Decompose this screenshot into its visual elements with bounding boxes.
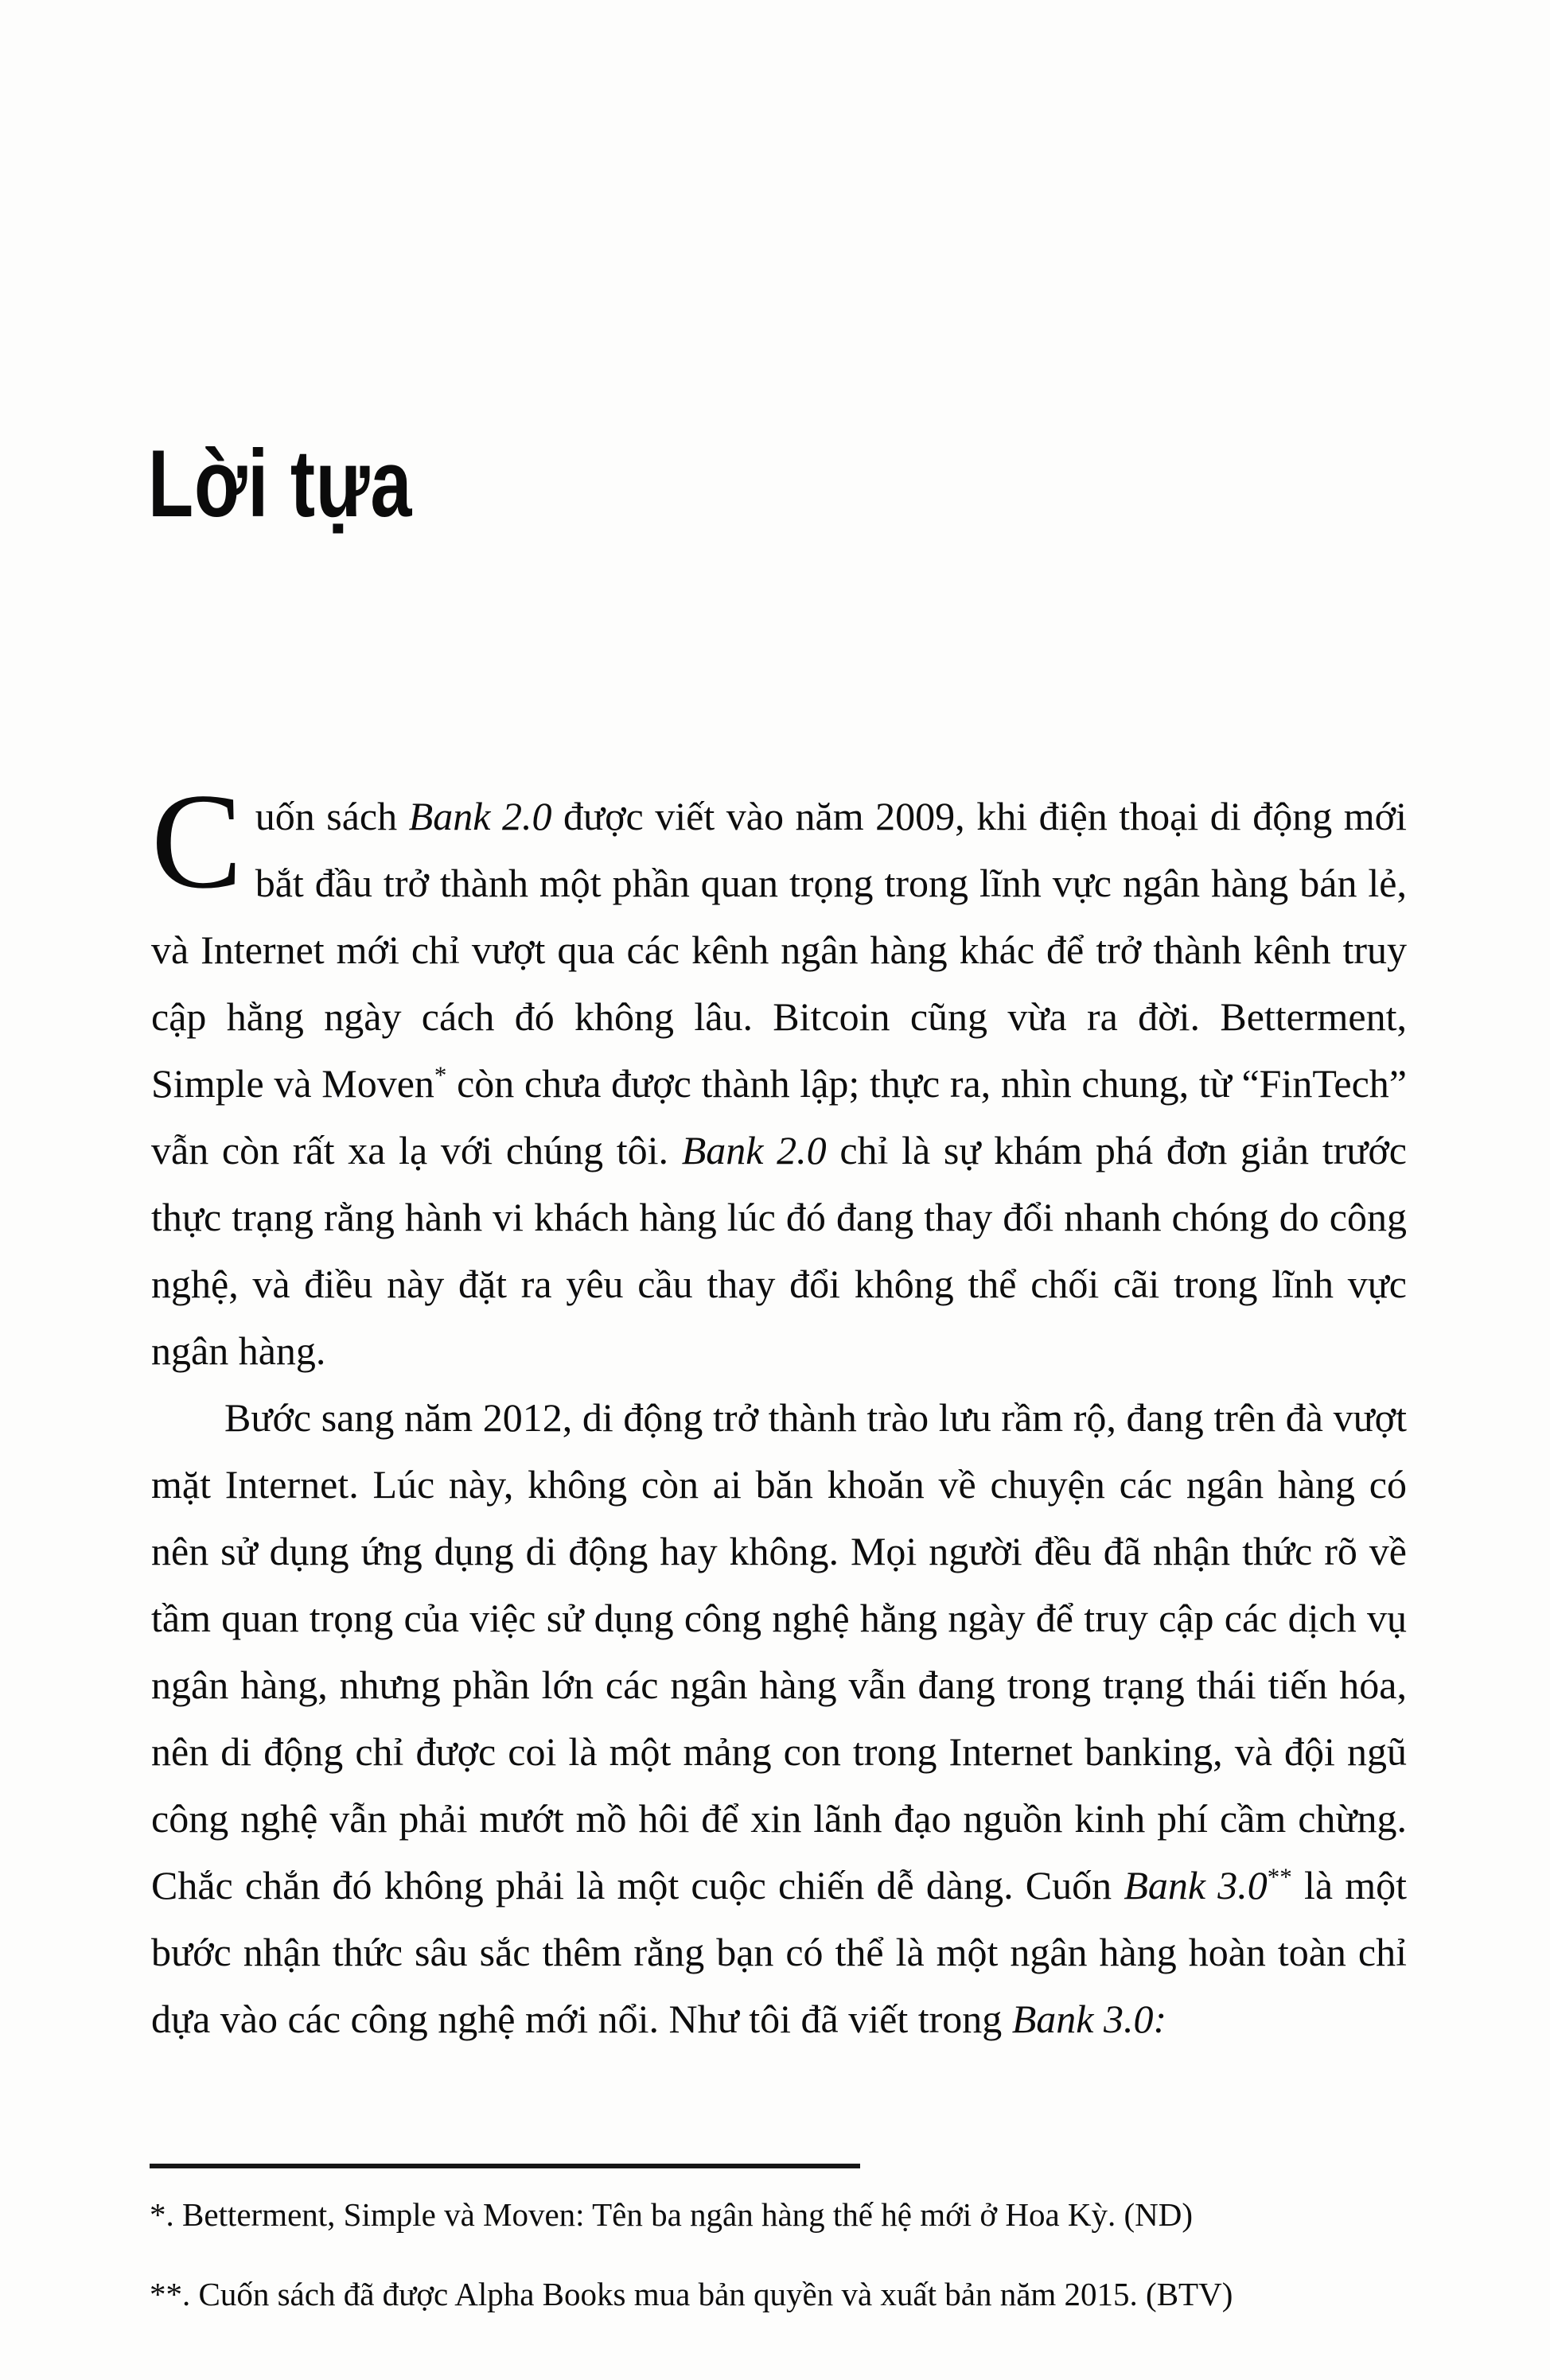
italic-text: Bank 2.0 xyxy=(681,1128,827,1172)
italic-text: Bank 2.0 xyxy=(408,794,552,838)
text-run: còn chưa được thành lập; thực ra, nhìn chung, từ “FinTech” vẫn còn rất xa lạ với chúng tôi. xyxy=(151,1061,1407,1172)
text-run: được viết vào năm 2009, khi điện thoại di động mới bắt đầu trở thành một phần quan trọng trong lĩnh vực ngân hàng bán lẻ, và Internet mới chỉ vượt qua các kênh ngân hàng khác để trở thành kênh truy cập hằng ngày cách đó không lâu. Bitcoin cũng vừa ra đời. Betterment, Simple và Moven xyxy=(151,794,1407,1106)
text-run: là một bước nhận thức sâu sắc thêm rằng bạn có thể là một ngân hàng hoàn toàn chỉ dựa vào các công nghệ mới nổi. Như tôi đã viết trong xyxy=(151,1863,1408,2041)
footnote-marker: * xyxy=(434,1060,447,1089)
footnotes xyxy=(150,2192,1439,2351)
body-text xyxy=(151,766,1408,2052)
footnote xyxy=(150,2192,1439,2237)
italic-text: Bank 3.0 xyxy=(1124,1863,1268,1908)
text-run: *. Betterment, Simple và Moven: Tên ba ngân hàng thế hệ mới ở Hoa Kỳ. (ND) xyxy=(150,2196,1194,2233)
paragraph xyxy=(151,1384,1407,2052)
footnote-divider xyxy=(150,2164,860,2168)
text-run: uốn sách xyxy=(255,794,409,838)
footnote-marker: ** xyxy=(1267,1862,1292,1891)
drop-cap: C xyxy=(151,766,243,917)
text-run: **. Cuốn sách đã được Alpha Books mua bản quyền và xuất bản năm 2015. (BTV) xyxy=(150,2276,1233,2312)
footnote xyxy=(150,2272,1439,2316)
text-run: Bước sang năm 2012, di động trở thành trào lưu rầm rộ, đang trên đà vượt mặt Internet. Lúc này, không còn ai băn khoăn về chuyện các ngân hàng có nên sử dụng ứng dụng di động hay không. Mọi người đều đã nhận thức rõ về tầm quan trọng của việc sử dụng công nghệ hằng ngày để truy cập các dịch vụ ngân hàng, nhưng phần lớn các ngân hàng vẫn đang trong trạng thái tiến hóa, nên di động chỉ được coi là một mảng con trong Internet banking, và đội ngũ công nghệ vẫn phải mướt mồ hôi để xin lãnh đạo nguồn kinh phí cầm chừng. Chắc chắn đó không phải là một cuộc chiến dễ dàng. Cuốn xyxy=(151,1395,1407,1908)
text-run: chỉ là sự khám phá đơn giản trước thực trạng rằng hành vi khách hàng lúc đó đang thay đổi nhanh chóng do công nghệ, và điều này đặt ra yêu cầu thay đổi không thể chối cãi trong lĩnh vực ngân hàng. xyxy=(151,1128,1408,1373)
italic-text: Bank 3.0: xyxy=(1011,1997,1167,2041)
paragraph xyxy=(151,766,1408,1384)
page-title: Lời tựa xyxy=(148,430,413,537)
